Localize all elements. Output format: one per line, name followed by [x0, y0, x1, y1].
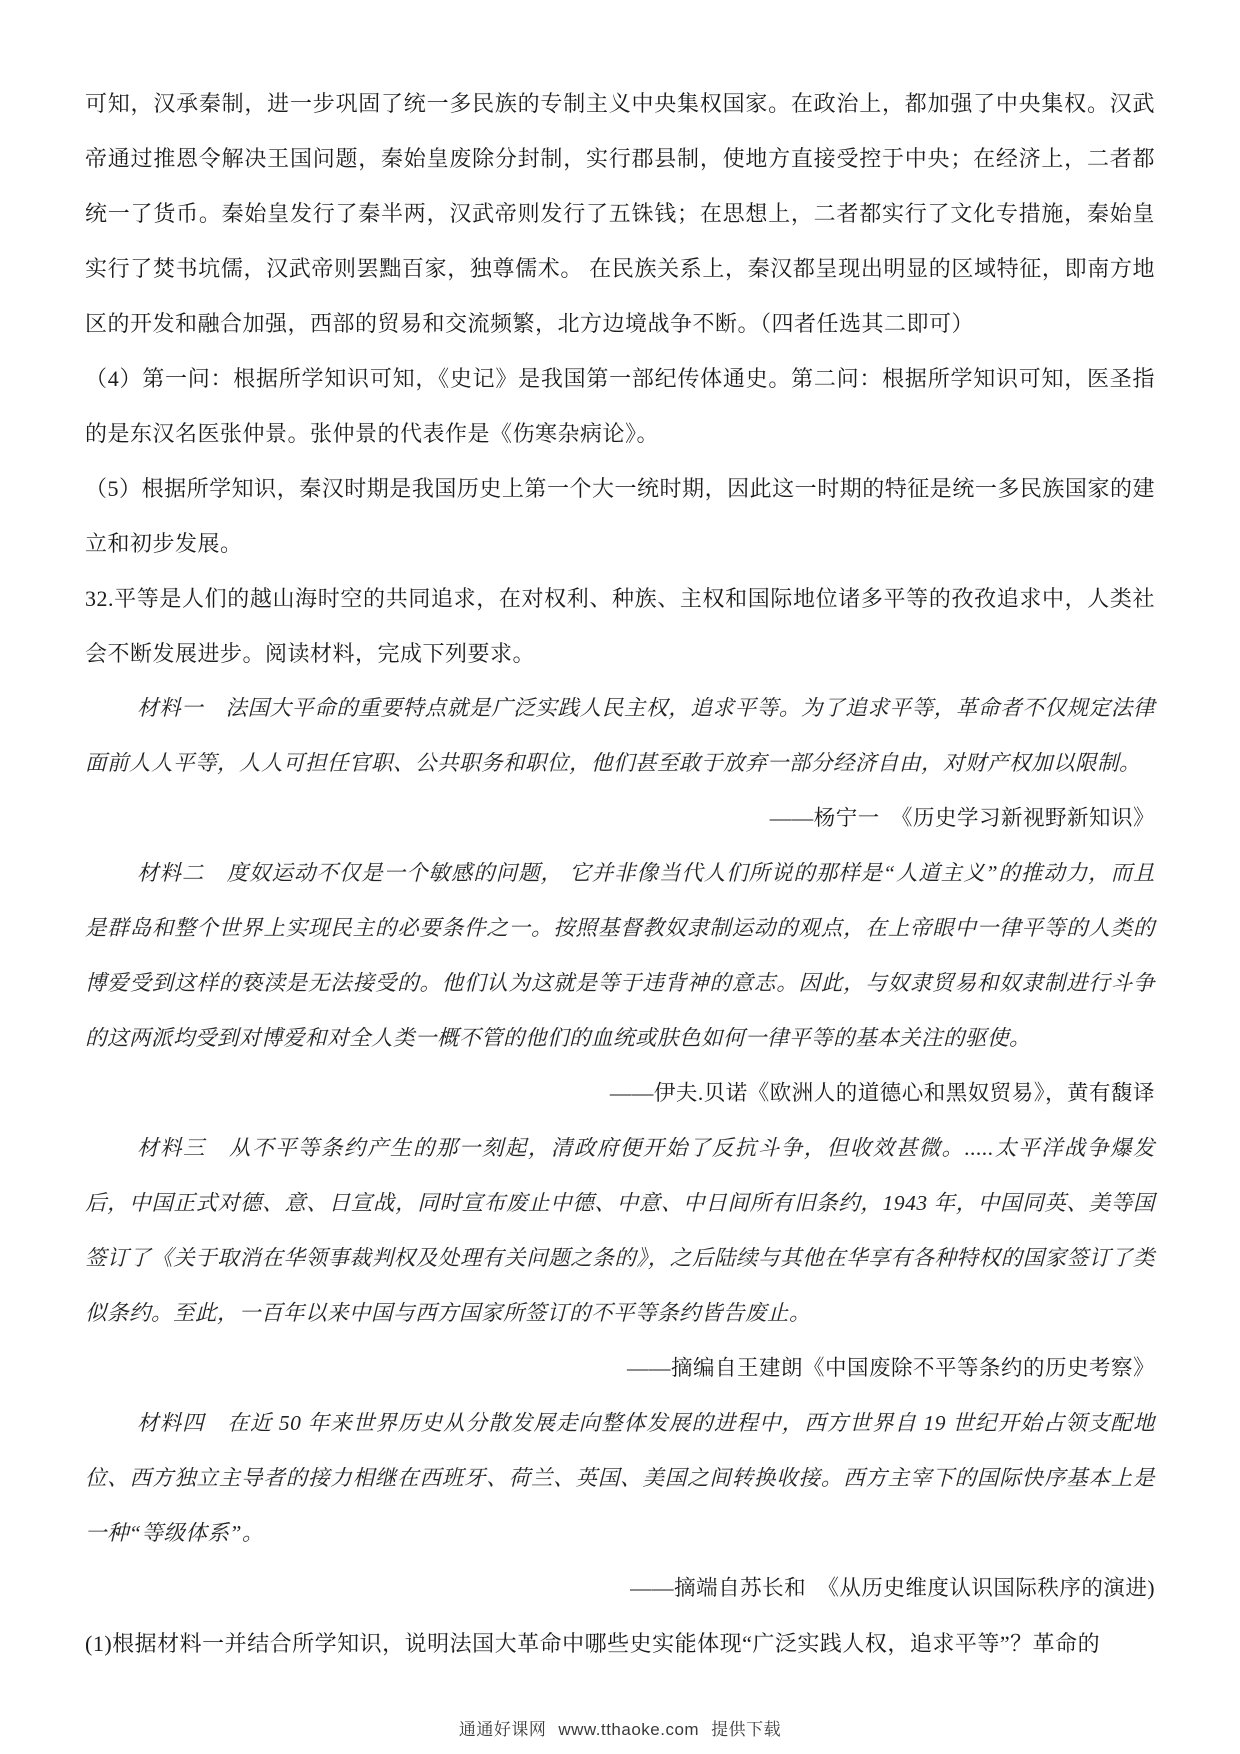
material-4-source: ——摘端自苏长和 《从历史维度认识国际秩序的演进)	[630, 1576, 1155, 1600]
answer-item-5: （5）根据所学知识，秦汉时期是我国历史上第一个大一统时期，因此这一时期的特征是统一多民族国家的建立和初步发展。	[85, 476, 1155, 556]
answer-item-4: （4）第一问：根据所学知识可知，《史记》是我国第一部纪传体通史。第二问：根据所学知识可知，医圣指的是东汉名医张仲景。张仲景的代表作是《伤寒杂病论》。	[85, 366, 1155, 446]
question-32-part-1: (1)根据材料一并结合所学知识，说明法国大革命中哪些史实能体现“广泛实践人权，追求平等”？革命的	[85, 1631, 1101, 1656]
material-1-source: ——杨宁一 《历史学习新视野新知识》	[769, 806, 1155, 830]
footer-download-note: 提供下载	[711, 1720, 782, 1739]
footer-site-url: www.tthaoke.com	[558, 1720, 700, 1739]
answer-continuation-paragraph: 可知，汉承秦制，进一步巩固了统一多民族的专制主义中央集权国家。在政治上，都加强了中央集权。汉武帝通过推恩令解决王国问题，秦始皇废除分封制，实行郡县制，使地方直接受控于中央；在经济上，二者都统一了货币。秦始皇发行了秦半两，汉武帝则发行了五铢钱；在思想上，二者都实行了文化专措施，秦始皇实行了焚书坑儒，汉武帝则罢黜百家，独尊儒术。 在民族关系上，秦汉都呈现出明显的区域特征，即南方地区的开发和融合加强，西部的贸易和交流频繁，北方边境战争不断。（四者任选其二即可）	[85, 91, 1155, 336]
page-footer	[0, 1715, 1240, 1740]
material-1-paragraph: 材料一 法国大平命的重要特点就是广泛实践人民主权，追求平等。为了追求平等，革命者不仅规定法律面前人人平等，人人可担任官职、公共职务和职位，他们甚至敢于放弃一部分经济自由，对财产权加以限制。	[85, 696, 1155, 775]
material-4-paragraph: 材料四 在近 50 年来世界历史从分散发展走向整体发展的进程中，西方世界自 19 世纪开始占领支配地位、西方独立主导者的接力相继在西班牙、荷兰、英国、美国之间转换收接。西方主宰下的国际快序基本上是一种“等级体系”。	[85, 1411, 1155, 1545]
material-3-source: ——摘编自王建朗《中国废除不平等条约的历史考察》	[626, 1356, 1155, 1380]
document-body	[85, 76, 1155, 1671]
material-2-paragraph: 材料二 度奴运动不仅是一个敏感的问题， 它并非像当代人们所说的那样是“人道主义”的推动力，而且是群岛和整个世界上实现民主的必要条件之一。按照基督教奴隶制运动的观点，在上帝眼中一律平等的人类的博爱受到这样的亵渎是无法接受的。他们认为这就是等于违背神的意志。因此，与奴隶贸易和奴隶制进行斗争的这两派均受到对博爱和对全人类一概不管的他们的血统或肤色如何一律平等的基本关注的驱使。	[85, 861, 1155, 1050]
material-2-source: ——伊夫.贝诺《欧洲人的道德心和黑奴贸易》，黄有馥译	[609, 1081, 1155, 1105]
material-3-paragraph: 材料三 从不平等条约产生的那一刻起，清政府便开始了反抗斗争，但收效甚微。.....太平洋战争爆发后，中国正式对德、意、日宣战，同时宣布废止中德、中意、中日间所有旧条约，1943 年，中国同英、美等国签订了《关于取消在华领事裁判权及处理有关问题之条的》，之后陆续与其他在华享有各种特权的国家签订了类似条约。至此，一百年以来中国与西方国家所签订的不平等条约皆告废止。	[85, 1136, 1155, 1325]
question-32-intro: 32.平等是人们的越山海时空的共同追求，在对权利、种族、主权和国际地位诸多平等的孜孜追求中，人类社会不断发展进步。阅读材料，完成下列要求。	[85, 586, 1155, 666]
footer-site-name: 通通好课网	[458, 1720, 547, 1739]
